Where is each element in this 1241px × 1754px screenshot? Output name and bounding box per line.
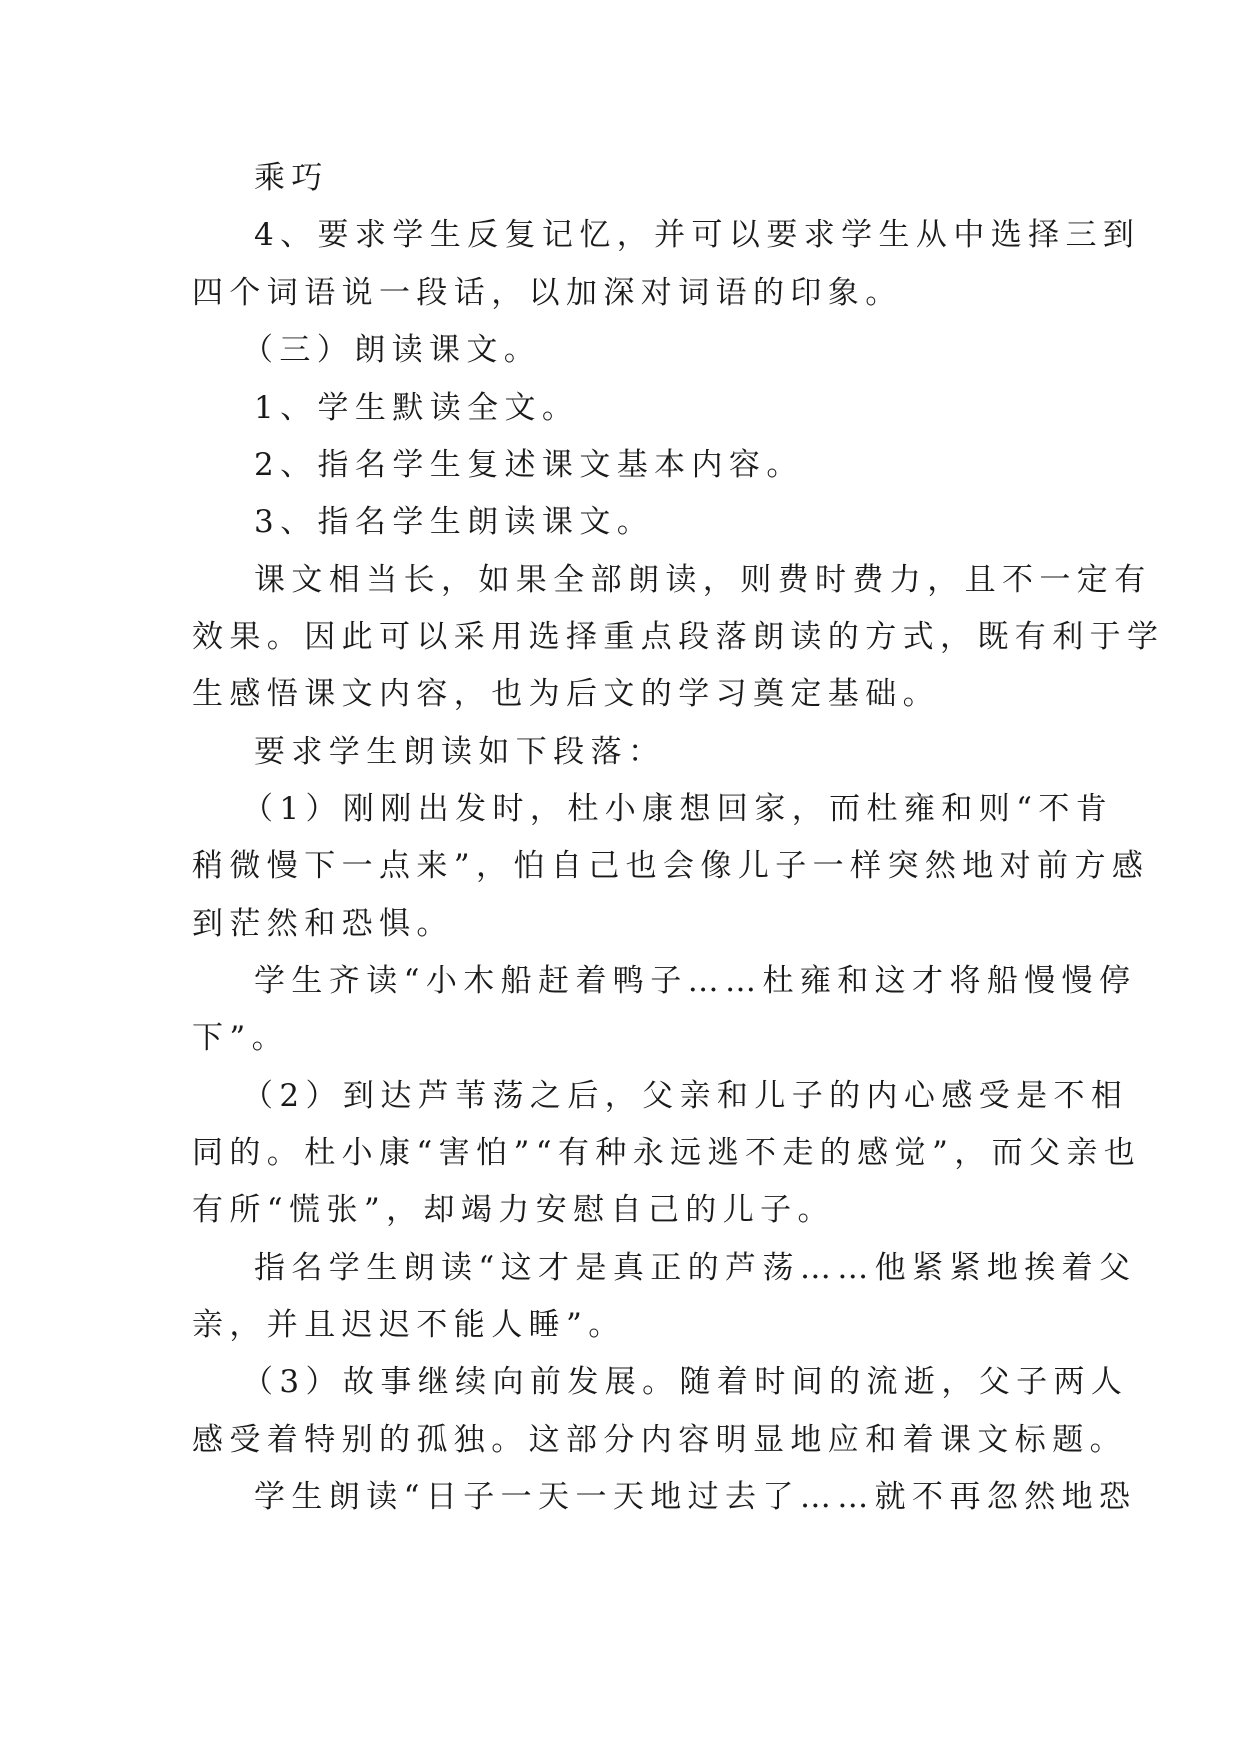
text-line: 四个词语说一段话，以加深对词语的印象。: [192, 275, 903, 311]
list-item: 1、学生默读全文。: [254, 390, 580, 426]
text-line: 稍微慢下一点来”，怕自己也会像儿子一样突然地对前方感: [192, 848, 1150, 884]
text-line: （1）刚刚出发时，杜小康想回家，而杜雍和则“不肯: [242, 791, 1114, 827]
text-line: 下”。: [192, 1020, 290, 1056]
text-line: 效果。因此可以采用选择重点段落朗读的方式，既有利于学: [192, 619, 1165, 655]
text-line: （3）故事继续向前发展。随着时间的流逝，父子两人: [242, 1364, 1129, 1400]
text-line: （2）到达芦苇荡之后，父亲和儿子的内心感受是不相: [242, 1078, 1129, 1114]
text-line: 亲，并且迟迟不能人睡”。: [192, 1307, 626, 1343]
text-line: 生感悟课文内容，也为后文的学习奠定基础。: [192, 676, 940, 712]
list-item: 2、指名学生复述课文基本内容。: [254, 447, 804, 483]
text-line: 有所“慌张”，却竭力安慰自己的儿子。: [192, 1192, 835, 1228]
section-heading: （三）朗读课文。: [242, 332, 542, 368]
text-line: 到茫然和恐惧。: [192, 906, 454, 942]
text-line: 指名学生朗读“这才是真正的芦荡……他紧紧地挨着父: [254, 1250, 1137, 1286]
text-line: 同的。杜小康“害怕”“有种永远逃不走的感觉”，而父亲也: [192, 1135, 1142, 1171]
text-line: 要求学生朗读如下段落：: [254, 734, 666, 770]
list-item: 3、指名学生朗读课文。: [254, 504, 655, 540]
text-line: 感受着特别的孤独。这部分内容明显地应和着课文标题。: [192, 1422, 1127, 1458]
text-line: 乘巧: [254, 160, 329, 196]
text-line: 学生齐读“小木船赶着鸭子……杜雍和这才将船慢慢停: [254, 963, 1137, 999]
text-line: 课文相当长，如果全部朗读，则费时费力，且不一定有: [254, 562, 1152, 598]
text-line: 学生朗读“日子一天一天地过去了……就不再忽然地恐: [254, 1479, 1137, 1515]
text-line: 4、要求学生反复记忆，并可以要求学生从中选择三到: [254, 217, 1141, 253]
